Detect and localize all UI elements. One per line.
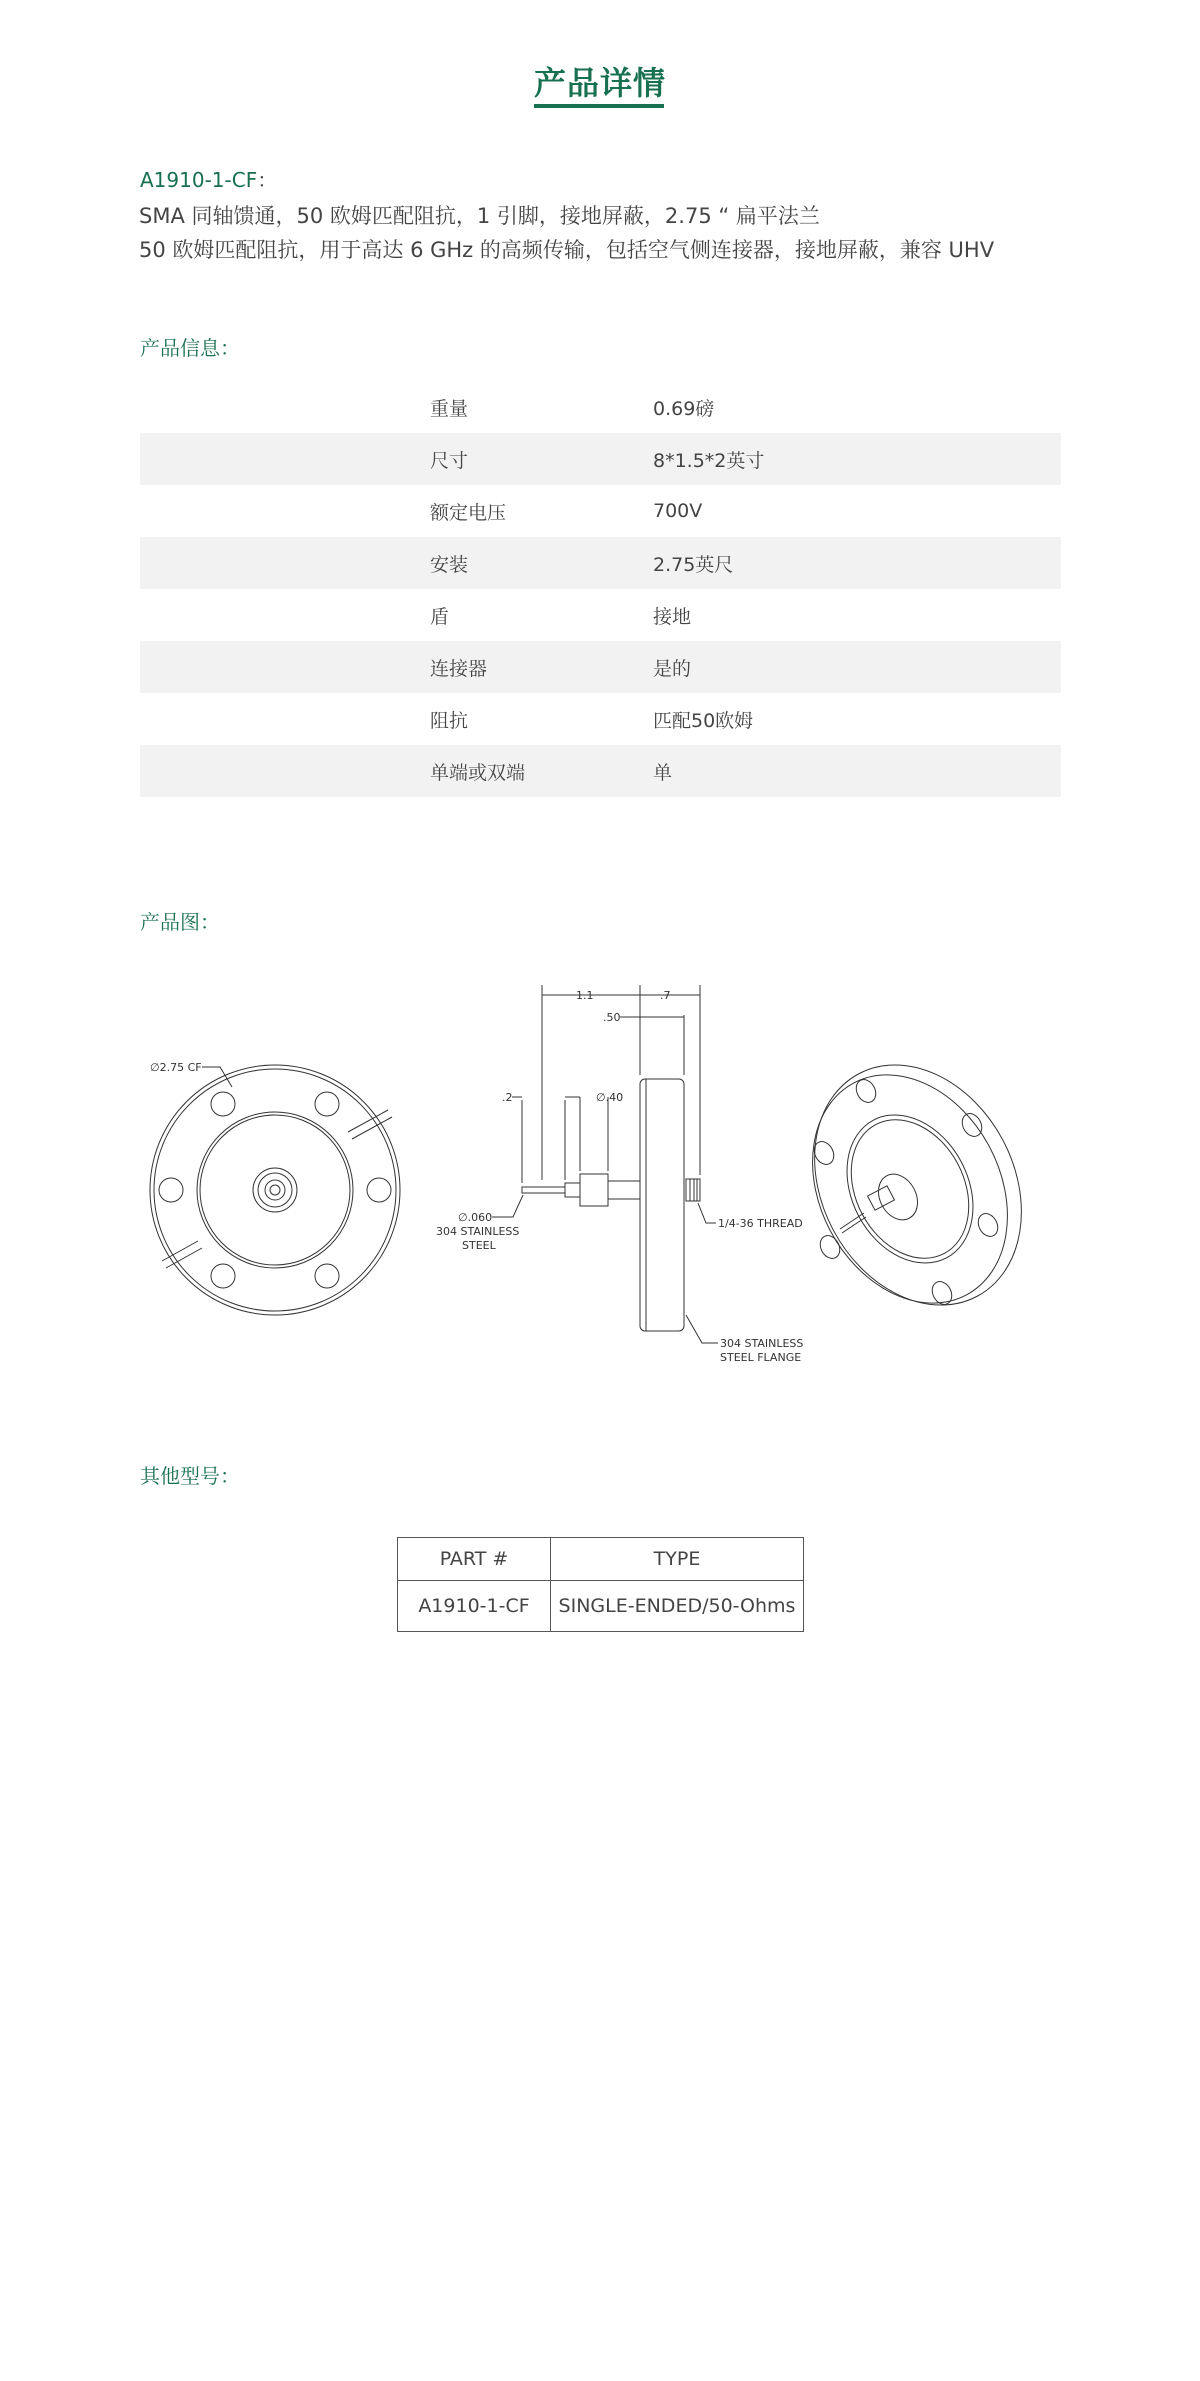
model-code-text: A1910-1-CF — [140, 168, 258, 192]
spec-value: 700V — [653, 500, 703, 522]
model-code-colon: ： — [257, 168, 278, 192]
label-dim-2: .2 — [502, 1091, 513, 1104]
spec-value: 接地 — [653, 605, 692, 628]
spec-value: 是的 — [653, 657, 692, 680]
cell-type: SINGLE-ENDED/50-Ohms — [551, 1581, 804, 1632]
side-view — [492, 985, 718, 1343]
label-dim-7: .7 — [660, 989, 671, 1002]
spec-table — [140, 381, 1061, 797]
model-code — [140, 164, 277, 193]
spec-key: 阻抗 — [430, 709, 469, 732]
label-pin-material-1: 304 STAINLESS — [436, 1225, 520, 1238]
section-label-info: 产品信息： — [140, 336, 240, 360]
isometric-view — [774, 1029, 1061, 1342]
section-label-other-models: 其他型号： — [140, 1464, 240, 1488]
label-dim-50: .50 — [603, 1011, 621, 1024]
header-type: TYPE — [551, 1538, 804, 1581]
spec-row — [140, 745, 1061, 797]
label-flange-diameter: ∅2.75 CF — [150, 1061, 202, 1074]
description-line-2: 50 欧姆匹配阻抗，用于高达 6 GHz 的高频传输，包括空气侧连接器，接地屏蔽，兼容 UHV — [139, 238, 995, 262]
spec-key: 重量 — [430, 397, 469, 420]
spec-row — [140, 693, 1061, 745]
spec-value: 2.75英尺 — [653, 553, 734, 576]
cell-part: A1910-1-CF — [398, 1581, 551, 1632]
label-dim-060: ∅.060 — [458, 1211, 493, 1224]
label-dim-40: ∅.40 — [596, 1091, 624, 1104]
label-flange-material-1: 304 STAINLESS — [720, 1337, 804, 1350]
spec-row — [140, 589, 1061, 641]
label-flange-material-2: STEEL FLANGE — [720, 1351, 802, 1364]
title-underline — [534, 104, 664, 108]
spec-value: 单 — [653, 761, 673, 784]
spec-value: 0.69磅 — [653, 397, 715, 420]
product-drawing — [140, 985, 1061, 1385]
front-view — [150, 1065, 400, 1315]
spec-key: 单端或双端 — [430, 761, 526, 784]
label-pin-material-2: STEEL — [462, 1239, 496, 1252]
table-row — [398, 1581, 804, 1632]
description-line-1: SMA 同轴馈通，50 欧姆匹配阻抗，1 引脚，接地屏蔽，2.75 “ 扁平法兰 — [139, 204, 820, 228]
part-table — [397, 1537, 804, 1632]
label-dim-1-1: 1.1 — [576, 989, 594, 1002]
spec-key: 盾 — [430, 605, 450, 628]
header-part: PART # — [398, 1538, 551, 1581]
spec-value: 8*1.5*2英寸 — [653, 449, 765, 472]
product-drawing-svg — [140, 985, 1061, 1385]
label-thread: 1/4-36 THREAD — [718, 1217, 803, 1230]
spec-key: 额定电压 — [430, 501, 507, 524]
spec-row — [140, 485, 1061, 537]
section-label-diagram: 产品图： — [140, 910, 220, 934]
spec-value: 匹配50欧姆 — [653, 709, 754, 732]
spec-row — [140, 537, 1061, 589]
spec-row — [140, 641, 1061, 693]
spec-key: 安装 — [430, 553, 469, 576]
spec-row — [140, 433, 1061, 485]
table-header-row — [398, 1538, 804, 1581]
spec-key: 连接器 — [430, 657, 488, 680]
spec-key: 尺寸 — [430, 449, 469, 472]
spec-row — [140, 381, 1061, 433]
page-title: 产品详情 — [533, 64, 666, 102]
